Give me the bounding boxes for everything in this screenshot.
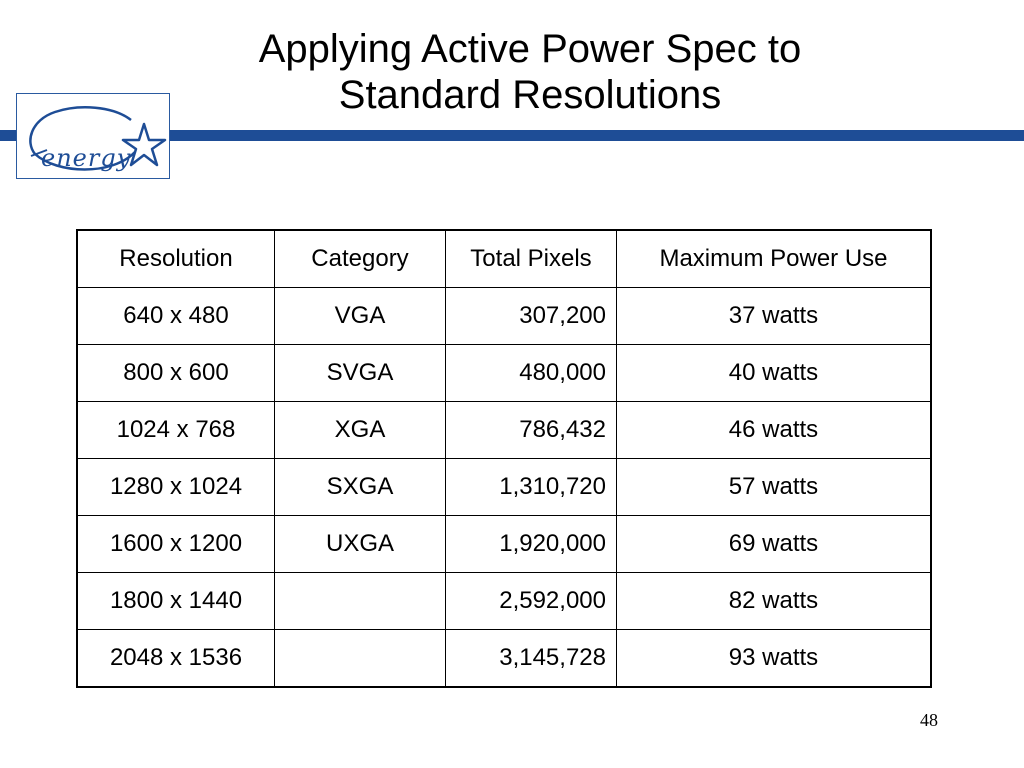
cell-resolution: 1600 x 1200 [77, 516, 275, 573]
slide-title [180, 26, 880, 118]
cell-category [275, 573, 446, 630]
cell-max-power: 93 watts [617, 630, 932, 688]
cell-resolution: 1024 x 768 [77, 402, 275, 459]
cell-max-power: 40 watts [617, 345, 932, 402]
energy-star-logo [16, 93, 170, 179]
cell-total-pixels: 2,592,000 [446, 573, 617, 630]
cell-max-power: 46 watts [617, 402, 932, 459]
table-row [77, 630, 931, 688]
energy-logo-text: energy [41, 144, 132, 172]
table-header-row [77, 230, 931, 288]
cell-max-power: 37 watts [617, 288, 932, 345]
cell-resolution: 640 x 480 [77, 288, 275, 345]
table-row [77, 573, 931, 630]
cell-max-power: 57 watts [617, 459, 932, 516]
cell-category: UXGA [275, 516, 446, 573]
table-row [77, 345, 931, 402]
cell-resolution: 1280 x 1024 [77, 459, 275, 516]
cell-category: SVGA [275, 345, 446, 402]
cell-resolution: 800 x 600 [77, 345, 275, 402]
slide-title-line2: Standard Resolutions [338, 73, 722, 117]
cell-total-pixels: 1,310,720 [446, 459, 617, 516]
header-max-power: Maximum Power Use [617, 230, 932, 288]
cell-total-pixels: 307,200 [446, 288, 617, 345]
cell-total-pixels: 3,145,728 [446, 630, 617, 688]
cell-max-power: 69 watts [617, 516, 932, 573]
cell-resolution: 1800 x 1440 [77, 573, 275, 630]
table-row [77, 516, 931, 573]
cell-resolution: 2048 x 1536 [77, 630, 275, 688]
table-row [77, 402, 931, 459]
cell-total-pixels: 480,000 [446, 345, 617, 402]
header-category: Category [275, 230, 446, 288]
slide-title-line1: Applying Active Power Spec to [258, 27, 802, 71]
cell-total-pixels: 1,920,000 [446, 516, 617, 573]
cell-total-pixels: 786,432 [446, 402, 617, 459]
cell-category [275, 630, 446, 688]
cell-category: SXGA [275, 459, 446, 516]
page-number: 48 [920, 710, 938, 730]
cell-category: VGA [275, 288, 446, 345]
table-row [77, 288, 931, 345]
table-row [77, 459, 931, 516]
power-spec-table [76, 229, 932, 688]
cell-category: XGA [275, 402, 446, 459]
cell-max-power: 82 watts [617, 573, 932, 630]
header-total-pixels: Total Pixels [446, 230, 617, 288]
header-resolution: Resolution [77, 230, 275, 288]
